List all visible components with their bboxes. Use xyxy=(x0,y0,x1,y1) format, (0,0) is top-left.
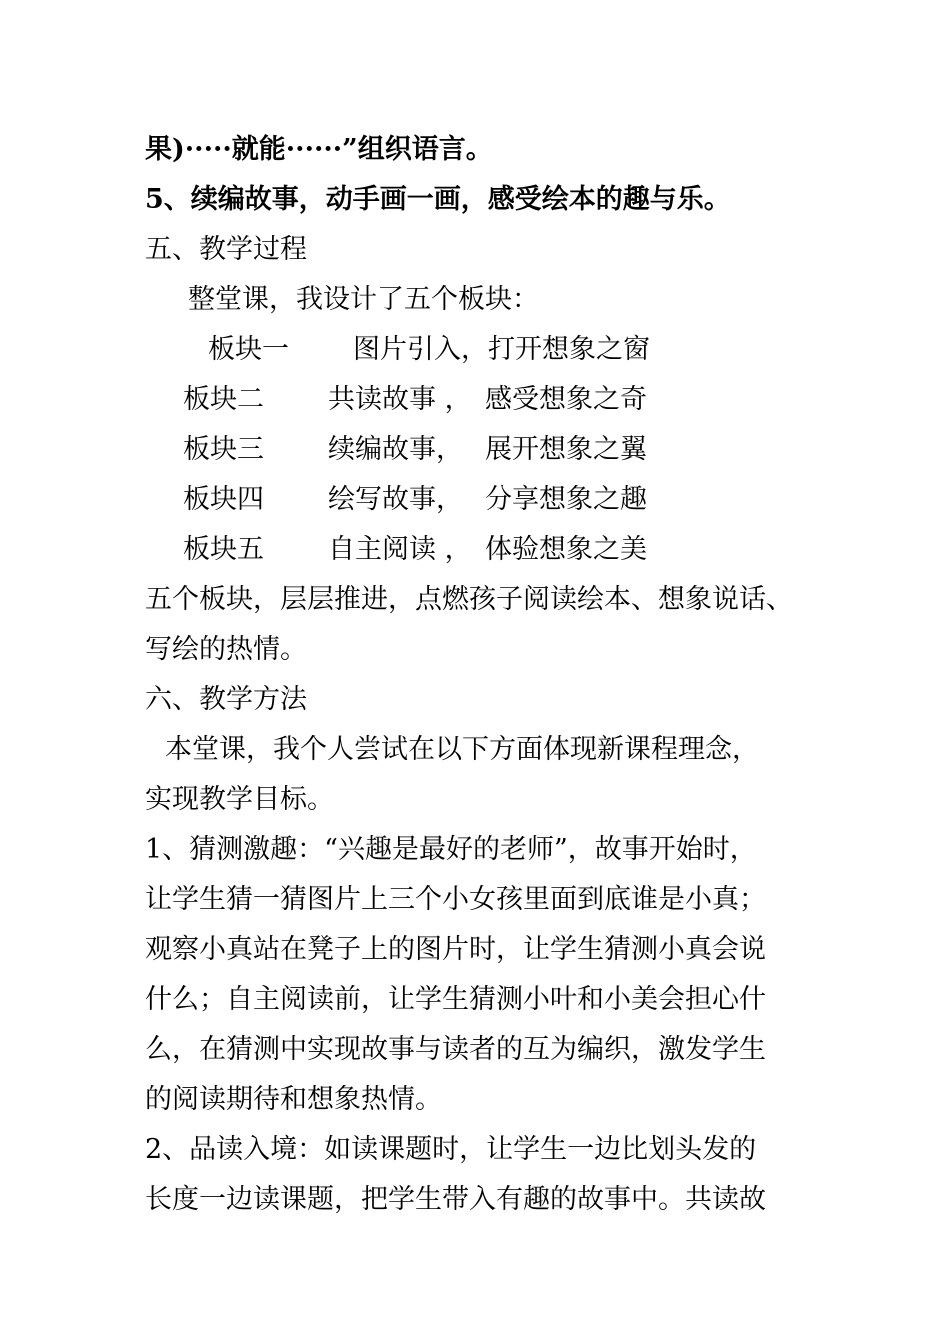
block-theme: 分享想象之趣 xyxy=(485,484,647,515)
paragraph-line: 本堂课，我个人尝试在以下方面体现新课程理念， xyxy=(165,734,759,765)
section-heading: 五、教学过程 xyxy=(145,234,307,265)
paragraph-line: 1、猜测激趣：“兴趣是最好的老师”，故事开始时， xyxy=(145,834,757,865)
paragraph-line: 让学生猜一猜图片上三个小女孩里面到底谁是小真； xyxy=(145,884,766,915)
paragraph-line: 观察小真站在凳子上的图片时，让学生猜测小真会说 xyxy=(145,934,766,965)
paragraph-line: 五个板块，层层推进，点燃孩子阅读绘本、想象说话、 xyxy=(145,584,793,615)
paragraph-line: 什么；自主阅读前，让学生猜测小叶和小美会担心什 xyxy=(145,984,766,1015)
block-description: 自主阅读 ， xyxy=(328,534,472,565)
paragraph-line: 写绘的热情。 xyxy=(145,634,307,665)
block-theme: 体验想象之美 xyxy=(485,534,647,565)
block-description: 续编故事， xyxy=(328,434,463,465)
block-theme: 感受想象之奇 xyxy=(485,384,647,415)
block-row-5 xyxy=(183,533,703,567)
paragraph-line: 长度一边读课题，把学生带入有趣的故事中。共读故 xyxy=(145,1184,766,1215)
paragraph-line: 整堂课，我设计了五个板块： xyxy=(188,284,539,315)
paragraph-line: 5、续编故事，动手画一画，感受绘本的趣与乐。 xyxy=(145,184,731,215)
block-name: 板块一 xyxy=(208,334,289,365)
section-heading: 六、教学方法 xyxy=(145,684,307,715)
block-name: 板块四 xyxy=(183,484,264,515)
block-description: 共读故事 ， xyxy=(328,384,472,415)
block-description: 绘写故事， xyxy=(328,484,463,515)
paragraph-line: 2、品读入境：如读课题时，让学生一边比划头发的 xyxy=(145,1134,757,1165)
block-theme: 展开想象之翼 xyxy=(485,434,647,465)
block-name: 板块五 xyxy=(183,534,264,565)
block-row-1 xyxy=(208,333,728,367)
paragraph-line: 果)·····就能······”组织语言。 xyxy=(145,134,493,165)
block-row-4 xyxy=(183,483,703,517)
block-name: 板块三 xyxy=(183,434,264,465)
block-name: 板块二 xyxy=(183,384,264,415)
block-description: 图片引入，打开想象之窗 xyxy=(353,334,650,365)
block-row-2 xyxy=(183,383,703,417)
paragraph-line: 的阅读期待和想象热情。 xyxy=(145,1084,442,1115)
paragraph-line: 么，在猜测中实现故事与读者的互为编织，激发学生 xyxy=(145,1034,766,1065)
block-row-3 xyxy=(183,433,703,467)
paragraph-line: 实现教学目标。 xyxy=(145,784,334,815)
